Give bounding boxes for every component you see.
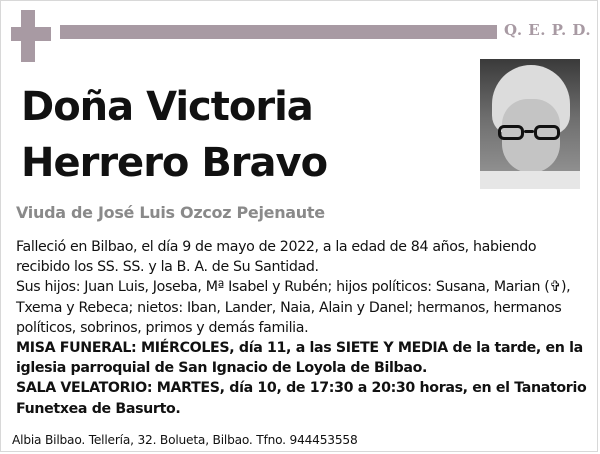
- wake-room-paragraph: SALA VELATORIO: MARTES, día 10, de 17:30 a 20:30 horas, en el Tanatorio Funetxea de Basurto.: [16, 380, 587, 417]
- qepd-label: Q. E. P. D.: [504, 21, 592, 39]
- cross-icon: [11, 10, 51, 62]
- funeral-home-footer: Albia Bilbao. Tellería, 32. Bolueta, Bilbao. Tfno. 944453558: [12, 433, 358, 447]
- family-paragraph: Sus hijos: Juan Luis, Joseba, Mª Isabel y Rubén; hijos políticos: Susana, Marian (✞), Txema y Rebeca; nietos: Iban, Lander, Naia, Alain y Danel; hermanos, hermanos políticos, sobrinos, primos y demás familia.: [16, 279, 571, 336]
- funeral-mass-paragraph: MISA FUNERAL: MIÉRCOLES, día 11, a las SIETE Y MEDIA de la tarde, en la iglesia parroquial de San Ignacio de Loyola de Bilbao.: [16, 340, 583, 377]
- header-rule: [60, 25, 497, 39]
- notice-body: [16, 237, 588, 419]
- name-line-2: Herrero Bravo: [21, 140, 328, 186]
- death-paragraph: Falleció en Bilbao, el día 9 de mayo de 2022, a la edad de 84 años, habiendo recibido los SS. SS. y la B. A. de Su Santidad.: [16, 239, 537, 276]
- name-line-1: Doña Victoria: [21, 84, 313, 130]
- widow-of-line: Viuda de José Luis Ozcoz Pejenaute: [16, 203, 325, 222]
- deceased-name: [21, 79, 327, 191]
- deceased-photo: [480, 59, 580, 189]
- glasses-icon: [498, 125, 564, 141]
